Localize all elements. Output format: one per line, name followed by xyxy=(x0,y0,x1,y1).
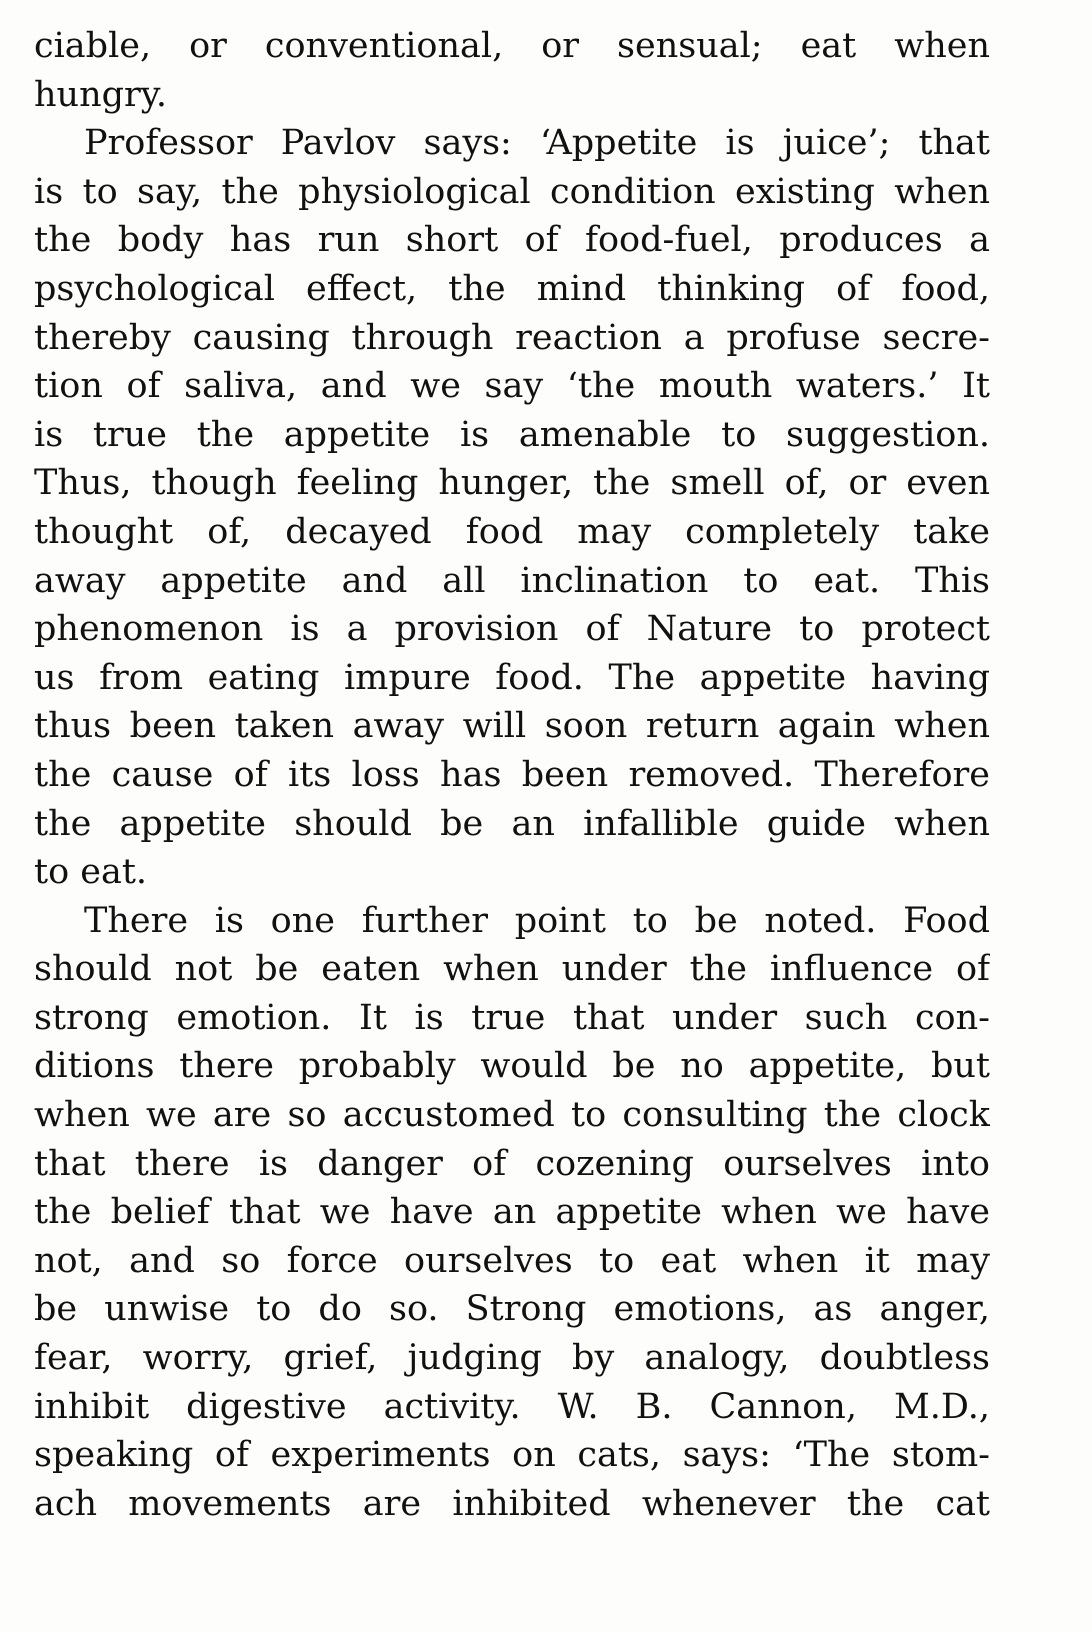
text-line: Thus, though feeling hunger, the smell of, or even xyxy=(34,463,990,504)
text-line: us from eating impure food. The appetite having xyxy=(34,657,990,698)
text-line: is true the appetite is amenable to suggestion. xyxy=(34,414,990,455)
text-line: phenomenon is a provision of Nature to protect xyxy=(34,609,990,650)
text-line: There is one further point to be noted. Food xyxy=(84,900,990,941)
text-line: away appetite and all inclination to eat. This xyxy=(34,560,990,601)
text-line: should not be eaten when under the influence of xyxy=(34,949,990,990)
text-line: ciable, or conventional, or sensual; eat when xyxy=(34,26,990,66)
text-line: ach movements are inhibited whenever the cat xyxy=(34,1483,990,1524)
text-line: to eat. xyxy=(34,852,148,893)
text-line: the cause of its loss has been removed. Therefore xyxy=(34,754,990,795)
text-line: the appetite should be an infallible guide when xyxy=(34,803,990,844)
text-line: hungry. xyxy=(34,74,168,115)
text-line: psychological effect, the mind thinking of food, xyxy=(34,268,990,309)
text-line: not, and so force ourselves to eat when it may xyxy=(34,1240,990,1281)
text-line: be unwise to do so. Strong emotions, as anger, xyxy=(34,1289,990,1330)
text-line: speaking of experiments on cats, says: ‘The stom- xyxy=(34,1435,990,1476)
text-line: Professor Pavlov says: ‘Appetite is juice’; that xyxy=(84,123,990,164)
text-line: when we are so accustomed to consulting the clock xyxy=(34,1095,990,1136)
text-line: ditions there probably would be no appetite, but xyxy=(34,1046,990,1087)
text-line: the belief that we have an appetite when we have xyxy=(34,1192,990,1233)
text-line: strong emotion. It is true that under such con- xyxy=(34,997,990,1038)
text-line: that there is danger of cozening ourselves into xyxy=(34,1143,990,1184)
text-line: inhibit digestive activity. W. B. Cannon, M.D., xyxy=(34,1386,990,1427)
text-line: thus been taken away will soon return again when xyxy=(34,706,990,747)
text-line: tion of saliva, and we say ‘the mouth waters.’ It xyxy=(34,366,990,407)
text-line: thereby causing through reaction a profuse secre- xyxy=(34,317,990,358)
text-line: is to say, the physiological condition existing when xyxy=(34,171,990,212)
text-line: thought of, decayed food may completely take xyxy=(34,511,990,552)
text-line: fear, worry, grief, judging by analogy, doubtless xyxy=(34,1338,990,1379)
text-line: the body has run short of food-fuel, produces a xyxy=(34,220,990,261)
body-text xyxy=(34,22,990,1528)
